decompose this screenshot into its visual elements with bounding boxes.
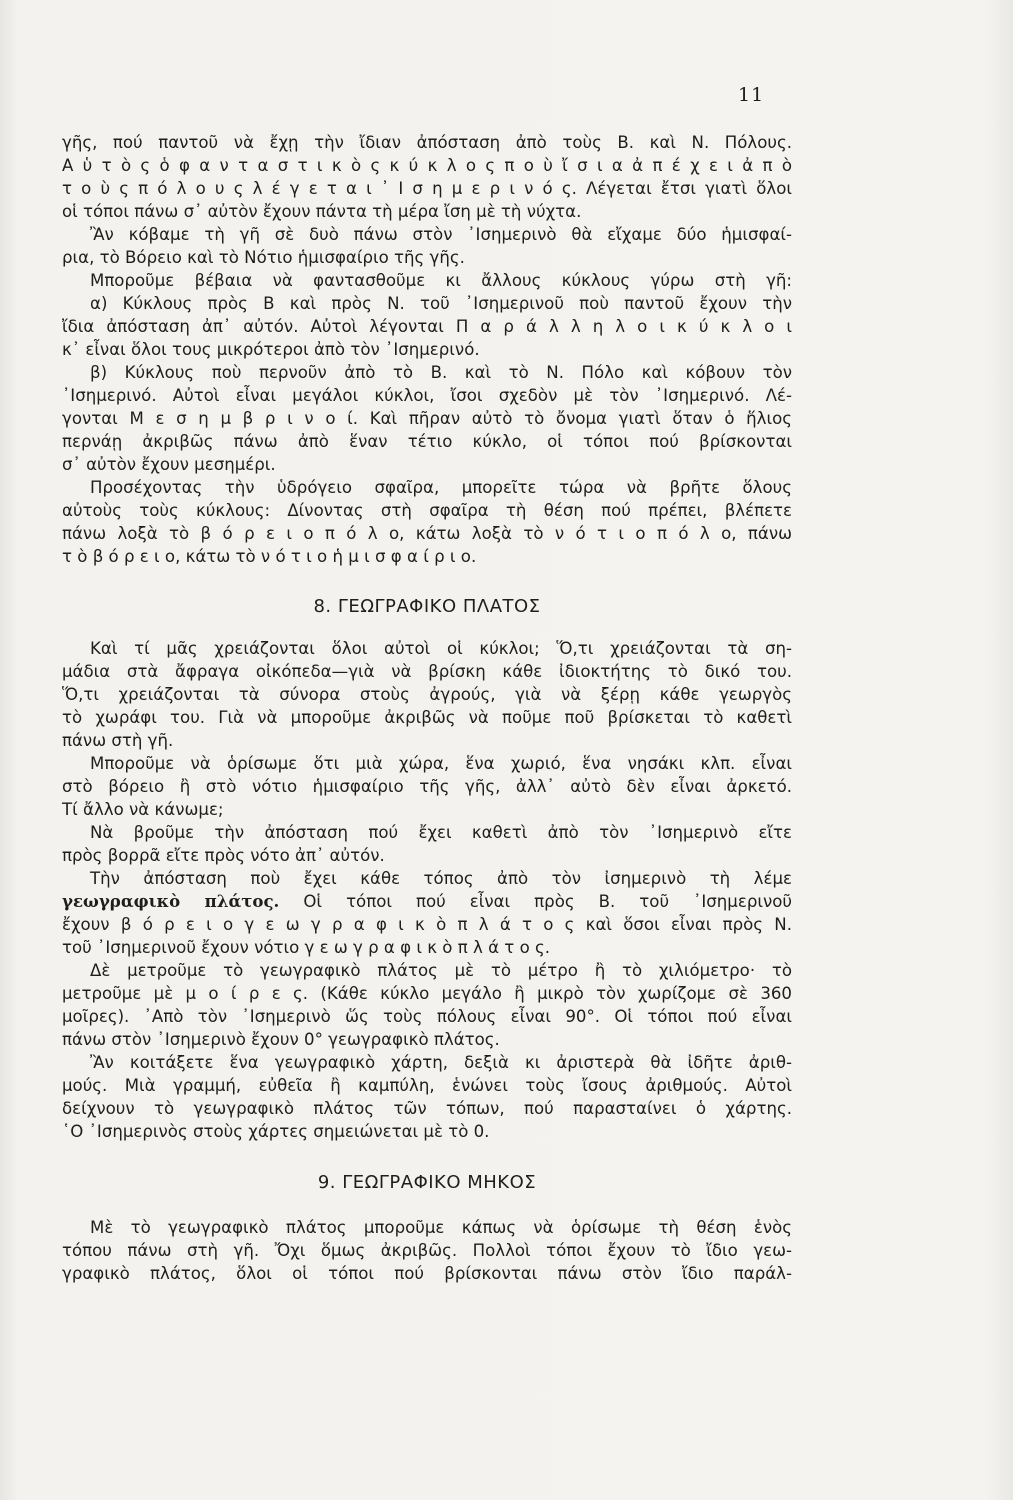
text-line: Καὶ τί μᾶς χρειάζονται ὅλοι αὐτοὶ οἱ κύκλοι; Ὅ,τι χρειάζονται τὰ ση- — [90, 639, 792, 658]
text-line: γονται Μ ε σ η μ β ρ ι ν ο ί. Καὶ πῆραν αὐτὸ τὸ ὄνομα γιατὶ ὅταν ὁ ἥλιος — [62, 409, 792, 428]
section-heading-longitude: 9. ΓΕΩΓΡΑΦΙΚΟ ΜΗΚΟΣ — [317, 1172, 537, 1193]
text-line: γῆς, πού παντοῦ νὰ ἔχῃ τὴν ἴδιαν ἀπόσταση ἀπὸ τοὺς Β. καὶ Ν. Πόλους. — [62, 133, 792, 152]
paragraph-block-longitude — [62, 1216, 792, 1285]
paragraph-block-circles — [62, 131, 792, 568]
text-line: ἴδια ἀπόσταση ἀπ᾿ αὐτόν. Αὐτοὶ λέγονται Π α ρ ά λ λ η λ ο ι κ ύ κ λ ο ι — [62, 317, 792, 336]
text-line: κ᾿ εἶναι ὅλοι τους μικρότεροι ἀπὸ τὸν ᾿Ισημερινό. — [62, 340, 480, 359]
text-line: περνάῃ ἀκριβῶς πάνω ἀπὸ ἕναν τέτιο κύκλο, οἱ τόποι πού βρίσκονται — [62, 432, 792, 451]
text-line: αὐτοὺς τοὺς κύκλους: Δίνοντας στὴ σφαῖρα τὴ θέση πού πρέπει, βλέπετε — [62, 501, 792, 520]
text-line: γραφικὸ πλάτος, ὅλοι οἱ τόποι πού βρίσκονται πάνω στὸν ἴδιο παράλ- — [62, 1264, 792, 1283]
text-line: τ ὸ β ό ρ ε ι ο, κάτω τὸ ν ό τ ι ο ἡ μ ι σ φ α ί ρ ι ο. — [62, 547, 477, 566]
text-line: πρὸς βορρᾶ εἴτε πρὸς νότο ἀπ᾿ αὐτόν. — [62, 846, 385, 865]
text-line: Τί ἄλλο νὰ κάνωμε; — [62, 800, 224, 819]
text-line: πάνω στὸν ᾿Ισημερινὸ ἔχουν 0° γεωγραφικὸ πλάτος. — [62, 1030, 500, 1049]
page-number: 11 — [738, 84, 765, 106]
text-line: τοῦ ᾿Ισημερινοῦ ἔχουν νότιο γ ε ω γ ρ α φ ι κ ὸ π λ ά τ ο ς. — [62, 938, 551, 957]
section-heading-latitude: 8. ΓΕΩΓΡΑΦΙΚΟ ΠΛΑΤΟΣ — [313, 596, 541, 617]
text-line: πάνω στὴ γῆ. — [62, 731, 174, 750]
text-line: Προσέχοντας τὴν ὑδρόγειο σφαῖρα, μπορεῖτε τώρα νὰ βρῆτε ὅλους — [90, 478, 792, 497]
text-line: Ἂν κοιτάξετε ἕνα γεωγραφικὸ χάρτη, δεξιὰ κι ἀριστερὰ θὰ ἰδῆτε ἀριθ- — [90, 1053, 792, 1072]
text-line: στὸ βόρειο ἢ στὸ νότιο ἡμισφαίριο τῆς γῆς, ἀλλ᾿ αὐτὸ δὲν εἶναι ἀρκετό. — [62, 777, 792, 796]
text-line: Μὲ τὸ γεωγραφικὸ πλάτος μποροῦμε κάπως νὰ ὁρίσωμε τὴ θέση ἑνὸς — [90, 1218, 792, 1237]
paragraph-block-latitude — [62, 637, 792, 1143]
text-line: α) Κύκλους πρὸς Β καὶ πρὸς Ν. τοῦ ᾿Ισημερινοῦ ποὺ παντοῦ ἔχουν τὴν — [90, 294, 792, 313]
text-line: ρια, τὸ Βόρειο καὶ τὸ Νότιο ἡμισφαίριο τῆς γῆς. — [62, 248, 465, 267]
text-line: μούς. Μιὰ γραμμή, εὐθεῖα ἢ καμπύλη, ἑνώνει τοὺς ἴσους ἀριθμούς. Αὐτοὶ — [62, 1076, 792, 1095]
text-line: δείχνουν τὸ γεωγραφικὸ πλάτος τῶν τόπων, πού παρασταίνει ὁ χάρτης. — [62, 1099, 792, 1118]
text-line: β) Κύκλους ποὺ περνοῦν ἀπὸ τὸ Β. καὶ τὸ Ν. Πόλο καὶ κόβουν τὸν — [90, 363, 792, 382]
text-line: Νὰ βροῦμε τὴν ἀπόσταση πού ἔχει καθετὶ ἀπὸ τὸν ᾿Ισημερινὸ εἴτε — [90, 823, 792, 842]
text-line: μάδια στὰ ἄφραγα οἰκόπεδα—γιὰ νὰ βρίσκη κάθε ἰδιοκτήτης τὸ δικό του. — [62, 662, 792, 681]
text-line: οἱ τόποι πάνω σ᾿ αὐτὸν ἔχουν πάντα τὴ μέρα ἴση μὲ τὴ νύχτα. — [62, 202, 582, 221]
text-line: σ᾿ αὐτὸν ἔχουν μεσημέρι. — [62, 455, 276, 474]
text-line: Α ὑ τ ὸ ς ὁ φ α ν τ α σ τ ι κ ὸ ς κ ύ κ λ ο ς π ο ὺ ἴ σ ι α ἀ π έ χ ε ι ἀ π ὸ — [62, 156, 792, 175]
text-line: πάνω λοξὰ τὸ β ό ρ ε ι ο π ό λ ο, κάτω λοξὰ τὸ ν ό τ ι ο π ό λ ο, πάνω — [62, 524, 792, 543]
text-line: Ὅ,τι χρειάζονται τὰ σύνορα στοὺς ἀγρούς, γιὰ νὰ ξέρῃ κάθε γεωργὸς — [62, 685, 792, 704]
text-line: μοῖρες). ᾿Απὸ τὸν ᾿Ισημερινὸ ὥς τοὺς πόλους εἶναι 90°. Οἱ τόποι πού εἶναι — [62, 1007, 792, 1026]
text-line: τὸ χωράφι του. Γιὰ νὰ μποροῦμε ἀκριβῶς νὰ ποῦμε ποῦ βρίσκεται τὸ καθετὶ — [62, 708, 792, 727]
text-line: ἔχουν β ό ρ ε ι ο γ ε ω γ ρ α φ ι κ ὸ π λ ά τ ο ς καὶ ὅσοι εἶναι πρὸς Ν. — [62, 915, 792, 934]
text-line: ᾿Ισημερινό. Αὐτοὶ εἶναι μεγάλοι κύκλοι, ἴσοι σχεδὸν μὲ τὸν ᾿Ισημερινό. Λέ- — [62, 386, 792, 405]
line-continuation: Οἱ τόποι πού εἶναι πρὸς Β. τοῦ ᾿Ισημερινοῦ — [279, 892, 792, 911]
text-line: Ἂν κόβαμε τὴ γῆ σὲ δυὸ πάνω στὸν ᾿Ισημερινὸ θὰ εἴχαμε δύο ἡμισφαί- — [90, 225, 792, 244]
text-line: μετροῦμε μὲ μ ο ί ρ ε ς. (Κάθε κύκλο μεγάλο ἢ μικρὸ τὸν χωρίζομε σὲ 360 — [62, 984, 792, 1003]
text-line: Τὴν ἀπόσταση ποὺ ἔχει κάθε τόπος ἀπὸ τὸν ἰσημερινὸ τὴ λέμε — [90, 869, 792, 888]
bold-term: γεωγραφικὸ πλάτος. — [62, 891, 280, 911]
text-line: Μποροῦμε νὰ ὁρίσωμε ὅτι μιὰ χώρα, ἕνα χωριό, ἕνα νησάκι κλπ. εἶναι — [90, 754, 792, 773]
text-line: τ ο ὺ ς π ό λ ο υ ς λ έ γ ε τ α ι ᾿ Ι σ η μ ε ρ ι ν ό ς. Λέγεται ἔτσι γιατὶ ὅλοι — [62, 179, 792, 198]
text-line: Μποροῦμε βέβαια νὰ φαντασθοῦμε κι ἄλλους κύκλους γύρω στὴ γῆ: — [90, 271, 792, 290]
text-line: τόπου πάνω στὴ γῆ. Ὄχι ὅμως ἀκριβῶς. Πολλοὶ τόποι ἔχουν τὸ ἴδιο γεω- — [62, 1241, 792, 1260]
text-line: Δὲ μετροῦμε τὸ γεωγραφικὸ πλάτος μὲ τὸ μέτρο ἢ τὸ χιλιόμετρο· τὸ — [90, 961, 792, 980]
text-line — [62, 890, 792, 913]
text-line: ῾Ο ᾿Ισημερινὸς στοὺς χάρτες σημειώνεται μὲ τὸ 0. — [62, 1122, 490, 1141]
